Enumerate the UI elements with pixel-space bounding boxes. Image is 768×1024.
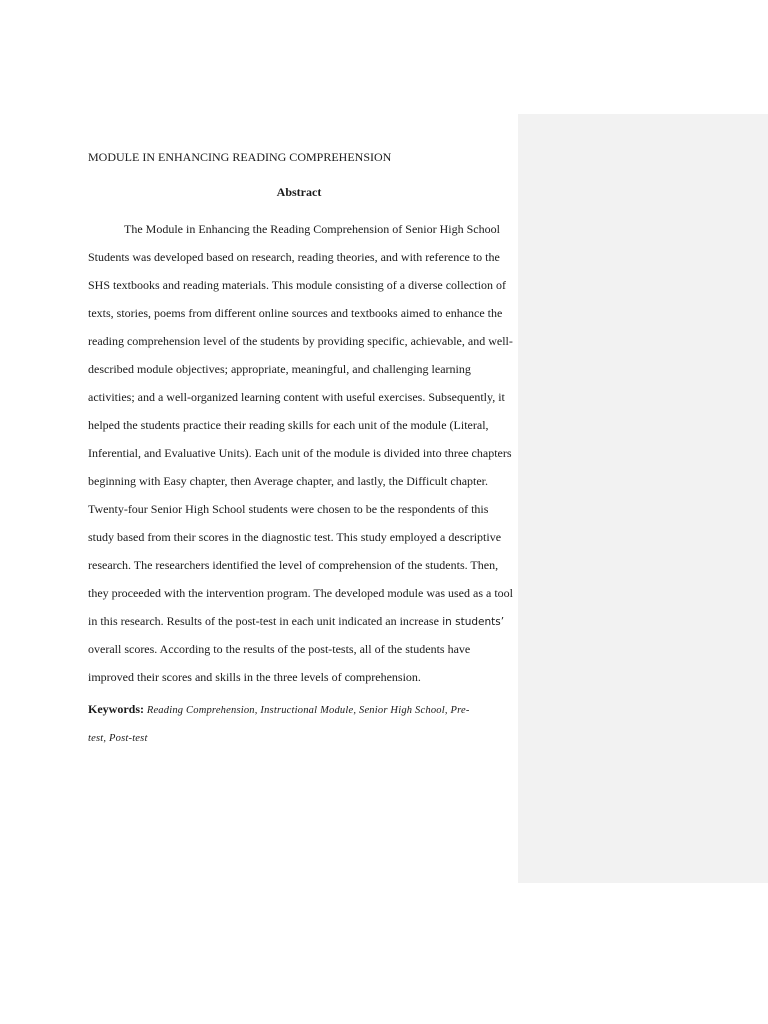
running-head: MODULE IN ENHANCING READING COMPREHENSION (88, 150, 392, 164)
abstract-line: described module objectives; appropriate, meaningful, and challenging learning (88, 362, 471, 376)
abstract-line: improved their scores and skills in the three levels of comprehension. (88, 670, 421, 684)
abstract-line: Inferential, and Evaluative Units). Each unit of the module is divided into three chapters (88, 446, 512, 460)
abstract-line: reading comprehension level of the students by providing specific, achievable, and well- (88, 334, 513, 348)
abstract-line-text: in this research. Results of the post-test in each unit indicated an increase (88, 614, 439, 628)
abstract-line: Students was developed based on research, reading theories, and with reference to the (88, 250, 500, 264)
keywords-text: Reading Comprehension, Instructional Module, Senior High School, Pre- (144, 705, 470, 716)
abstract-line: SHS textbooks and reading materials. This module consisting of a diverse collection of (88, 278, 507, 292)
abstract-line: helped the students practice their reading skills for each unit of the module (Literal, (88, 418, 489, 432)
keywords-text: test, Post-test (88, 733, 148, 744)
abstract-line: they proceeded with the intervention program. The developed module was used as a tool (88, 586, 513, 600)
abstract-line: overall scores. According to the results of the post-tests, all of the students have (88, 642, 471, 656)
keywords-label: Keywords: (88, 702, 144, 716)
abstract-line: beginning with Easy chapter, then Average chapter, and lastly, the Difficult chapter. (88, 474, 489, 488)
abstract-body (88, 220, 518, 696)
abstract-line-tail: in students’ (438, 616, 505, 628)
keywords-line (88, 700, 518, 728)
keywords-line (88, 728, 518, 756)
abstract-line: study based from their scores in the diagnostic test. This study employed a descriptive (88, 530, 502, 544)
section-title: Abstract (276, 185, 322, 199)
abstract-line (88, 612, 518, 640)
abstract-line: activities; and a well-organized learning content with useful exercises. Subsequently, it (88, 390, 505, 404)
abstract-line: texts, stories, poems from different online sources and textbooks aimed to enhance the (88, 306, 503, 320)
abstract-line: The Module in Enhancing the Reading Comprehension of Senior High School (124, 222, 500, 236)
keywords-block (88, 700, 518, 756)
abstract-line: research. The researchers identified the level of comprehension of the students. Then, (88, 558, 499, 572)
comment-margin-pane (518, 114, 768, 883)
abstract-line: Twenty-four Senior High School students were chosen to be the respondents of this (88, 502, 489, 516)
